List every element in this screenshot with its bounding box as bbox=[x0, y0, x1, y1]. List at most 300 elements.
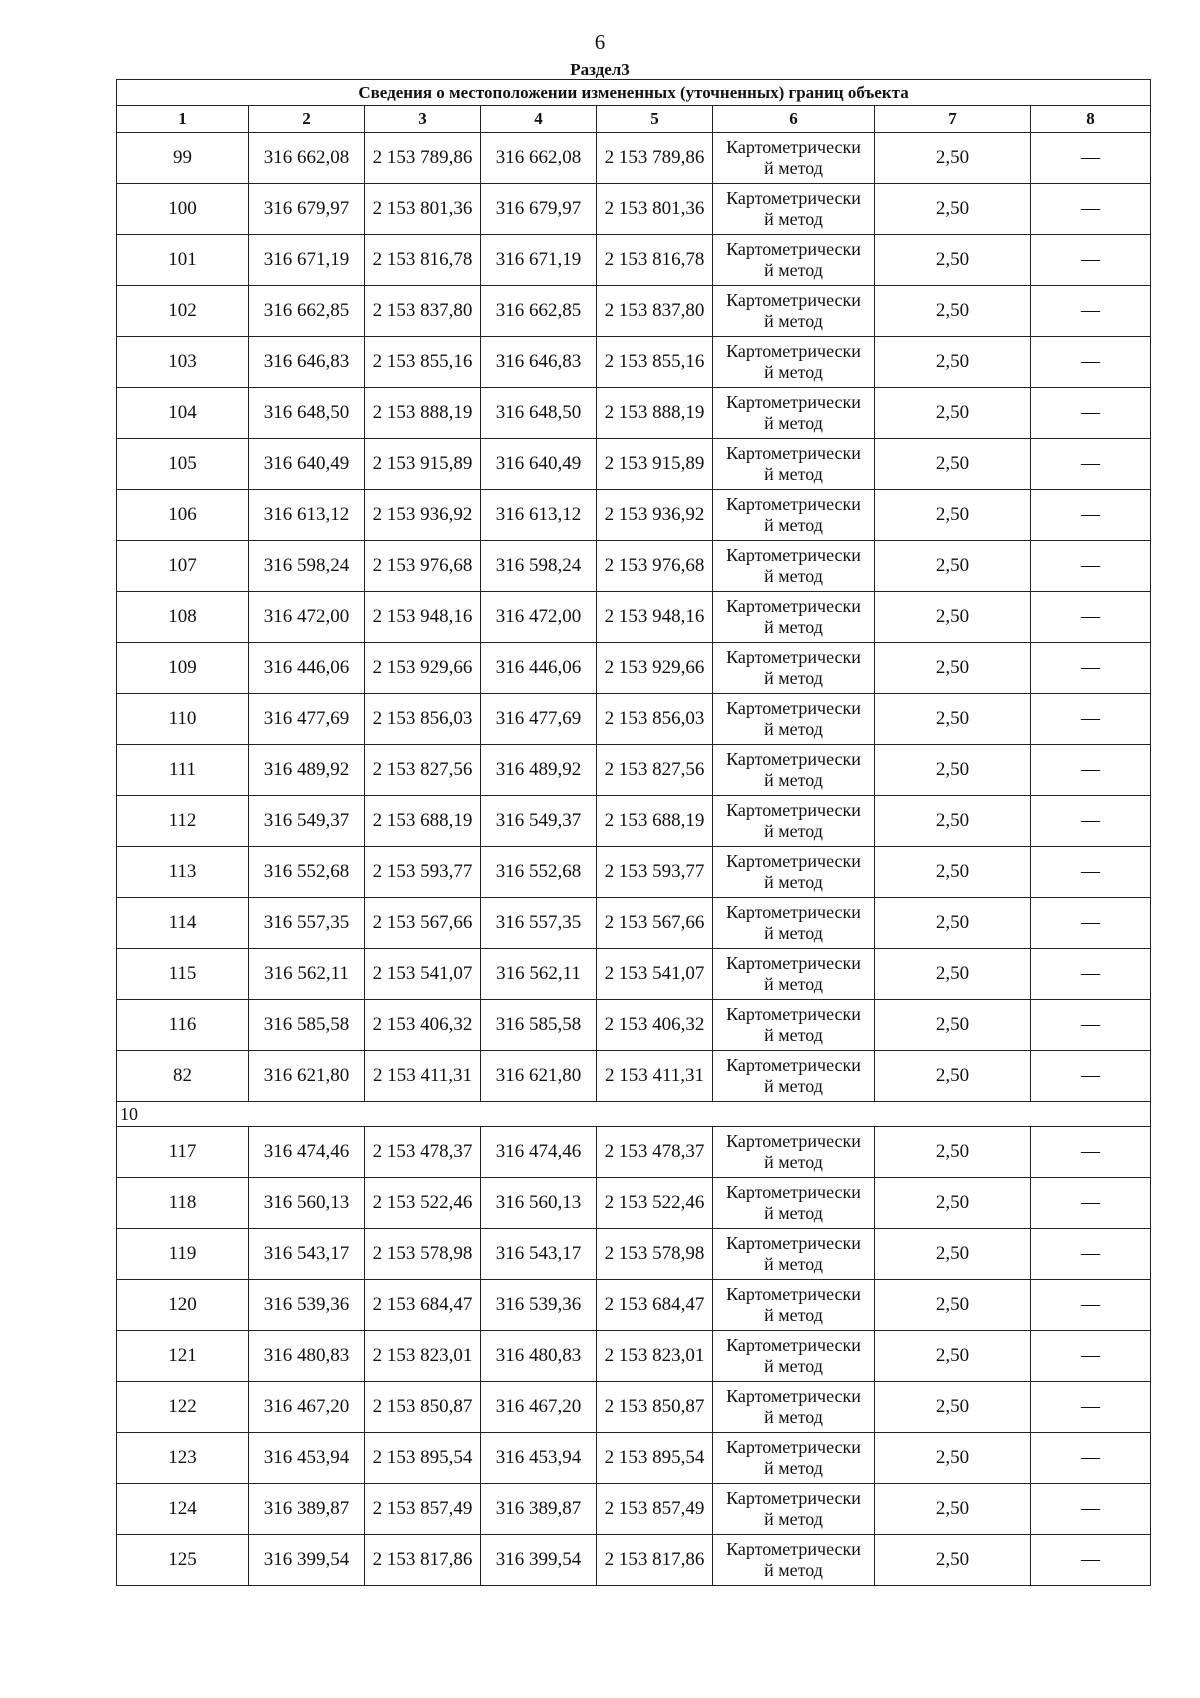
point-number-cell: 117 bbox=[117, 1127, 249, 1178]
method-line-2: й метод bbox=[764, 923, 823, 943]
coordinate-cell: 2 153 837,80 bbox=[365, 286, 481, 337]
method-line-1: Картометрически bbox=[726, 953, 861, 973]
dash-mark: — bbox=[1081, 1396, 1101, 1417]
method-line-1: Картометрически bbox=[726, 1539, 861, 1559]
coordinate-cell: 316 489,92 bbox=[481, 745, 597, 796]
point-number-cell: 105 bbox=[117, 439, 249, 490]
description-cell bbox=[1031, 592, 1151, 643]
table-row bbox=[117, 1051, 1151, 1102]
dash-mark: — bbox=[1081, 912, 1101, 933]
coordinate-cell: 2 153 936,92 bbox=[365, 490, 481, 541]
accuracy-cell: 2,50 bbox=[875, 745, 1031, 796]
coordinate-cell: 316 585,58 bbox=[249, 1000, 365, 1051]
description-cell bbox=[1031, 1484, 1151, 1535]
coordinate-cell: 316 557,35 bbox=[249, 898, 365, 949]
coordinate-cell: 316 477,69 bbox=[249, 694, 365, 745]
method-line-2: й метод bbox=[764, 1076, 823, 1096]
table-row bbox=[117, 847, 1151, 898]
accuracy-cell: 2,50 bbox=[875, 439, 1031, 490]
table-row bbox=[117, 1331, 1151, 1382]
dash-mark: — bbox=[1081, 300, 1101, 321]
point-number-cell: 121 bbox=[117, 1331, 249, 1382]
point-number-cell: 119 bbox=[117, 1229, 249, 1280]
dash-mark: — bbox=[1081, 657, 1101, 678]
method-cell bbox=[713, 133, 875, 184]
table-row bbox=[117, 388, 1151, 439]
point-number-cell: 102 bbox=[117, 286, 249, 337]
dash-mark: — bbox=[1081, 198, 1101, 219]
method-cell bbox=[713, 1535, 875, 1586]
method-line-2: й метод bbox=[764, 617, 823, 637]
coordinate-cell: 316 560,13 bbox=[481, 1178, 597, 1229]
coordinate-cell: 316 646,83 bbox=[481, 337, 597, 388]
method-cell bbox=[713, 1000, 875, 1051]
method-line-1: Картометрически bbox=[726, 1488, 861, 1508]
coordinate-cell: 316 474,46 bbox=[481, 1127, 597, 1178]
method-cell bbox=[713, 745, 875, 796]
method-cell bbox=[713, 337, 875, 388]
dash-mark: — bbox=[1081, 504, 1101, 525]
description-cell bbox=[1031, 694, 1151, 745]
accuracy-cell: 2,50 bbox=[875, 1127, 1031, 1178]
coordinate-cell: 316 640,49 bbox=[481, 439, 597, 490]
description-cell bbox=[1031, 1178, 1151, 1229]
coordinate-cell: 2 153 855,16 bbox=[365, 337, 481, 388]
method-cell bbox=[713, 1484, 875, 1535]
accuracy-cell: 2,50 bbox=[875, 1280, 1031, 1331]
point-number-cell: 82 bbox=[117, 1051, 249, 1102]
column-header: 3 bbox=[365, 106, 481, 133]
coordinate-cell: 316 539,36 bbox=[481, 1280, 597, 1331]
table-title: Сведения о местоположении измененных (уточненных) границ объекта bbox=[117, 80, 1151, 106]
coordinate-cell: 316 557,35 bbox=[481, 898, 597, 949]
method-line-1: Картометрически bbox=[726, 290, 861, 310]
coordinate-cell: 316 648,50 bbox=[249, 388, 365, 439]
method-line-1: Картометрически bbox=[726, 1284, 861, 1304]
method-line-1: Картометрически bbox=[726, 341, 861, 361]
dash-mark: — bbox=[1081, 1498, 1101, 1519]
coordinate-cell: 316 613,12 bbox=[481, 490, 597, 541]
accuracy-cell: 2,50 bbox=[875, 1535, 1031, 1586]
accuracy-cell: 2,50 bbox=[875, 388, 1031, 439]
table-row bbox=[117, 541, 1151, 592]
method-line-2: й метод bbox=[764, 1152, 823, 1172]
method-line-1: Картометрически bbox=[726, 545, 861, 565]
point-number-cell: 101 bbox=[117, 235, 249, 286]
method-line-2: й метод bbox=[764, 719, 823, 739]
table-title-row bbox=[117, 80, 1151, 106]
description-cell bbox=[1031, 643, 1151, 694]
coordinate-cell: 2 153 888,19 bbox=[365, 388, 481, 439]
description-cell bbox=[1031, 388, 1151, 439]
coordinate-cell: 2 153 895,54 bbox=[365, 1433, 481, 1484]
table-row bbox=[117, 796, 1151, 847]
accuracy-cell: 2,50 bbox=[875, 1484, 1031, 1535]
method-line-2: й метод bbox=[764, 974, 823, 994]
dash-mark: — bbox=[1081, 1243, 1101, 1264]
accuracy-cell: 2,50 bbox=[875, 949, 1031, 1000]
method-line-1: Картометрически bbox=[726, 1004, 861, 1024]
coordinate-cell: 2 153 478,37 bbox=[597, 1127, 713, 1178]
coordinate-cell: 2 153 578,98 bbox=[597, 1229, 713, 1280]
description-cell bbox=[1031, 847, 1151, 898]
method-line-1: Картометрически bbox=[726, 647, 861, 667]
method-line-2: й метод bbox=[764, 209, 823, 229]
coordinate-cell: 2 153 593,77 bbox=[597, 847, 713, 898]
method-cell bbox=[713, 439, 875, 490]
accuracy-cell: 2,50 bbox=[875, 184, 1031, 235]
coordinate-cell: 316 552,68 bbox=[249, 847, 365, 898]
coordinate-cell: 316 446,06 bbox=[481, 643, 597, 694]
coordinate-cell: 316 472,00 bbox=[249, 592, 365, 643]
coordinate-cell: 2 153 915,89 bbox=[597, 439, 713, 490]
description-cell bbox=[1031, 184, 1151, 235]
coordinate-cell: 2 153 856,03 bbox=[365, 694, 481, 745]
method-line-2: й метод bbox=[764, 1305, 823, 1325]
dash-mark: — bbox=[1081, 453, 1101, 474]
table-row bbox=[117, 1433, 1151, 1484]
coordinate-cell: 2 153 801,36 bbox=[597, 184, 713, 235]
coordinate-cell: 2 153 411,31 bbox=[365, 1051, 481, 1102]
table-row bbox=[117, 133, 1151, 184]
method-line-2: й метод bbox=[764, 515, 823, 535]
coordinate-cell: 2 153 850,87 bbox=[597, 1382, 713, 1433]
coordinate-cell: 2 153 857,49 bbox=[365, 1484, 481, 1535]
table-row bbox=[117, 745, 1151, 796]
table-row bbox=[117, 592, 1151, 643]
point-number-cell: 123 bbox=[117, 1433, 249, 1484]
method-line-1: Картометрически bbox=[726, 1335, 861, 1355]
dash-mark: — bbox=[1081, 1014, 1101, 1035]
coordinate-cell: 316 474,46 bbox=[249, 1127, 365, 1178]
point-number-cell: 118 bbox=[117, 1178, 249, 1229]
column-header: 6 bbox=[713, 106, 875, 133]
coordinate-cell: 2 153 888,19 bbox=[597, 388, 713, 439]
method-line-2: й метод bbox=[764, 413, 823, 433]
point-number-cell: 113 bbox=[117, 847, 249, 898]
point-number-cell: 122 bbox=[117, 1382, 249, 1433]
point-number-cell: 111 bbox=[117, 745, 249, 796]
description-cell bbox=[1031, 541, 1151, 592]
coordinate-cell: 316 399,54 bbox=[481, 1535, 597, 1586]
table-row bbox=[117, 1229, 1151, 1280]
method-line-2: й метод bbox=[764, 668, 823, 688]
coordinate-cell: 2 153 688,19 bbox=[365, 796, 481, 847]
coordinate-cell: 316 549,37 bbox=[481, 796, 597, 847]
accuracy-cell: 2,50 bbox=[875, 133, 1031, 184]
dash-mark: — bbox=[1081, 810, 1101, 831]
coordinate-cell: 2 153 816,78 bbox=[365, 235, 481, 286]
coordinate-cell: 316 480,83 bbox=[481, 1331, 597, 1382]
dash-mark: — bbox=[1081, 402, 1101, 423]
point-number-cell: 104 bbox=[117, 388, 249, 439]
point-number-cell: 112 bbox=[117, 796, 249, 847]
coordinate-cell: 2 153 948,16 bbox=[365, 592, 481, 643]
table-row bbox=[117, 439, 1151, 490]
description-cell bbox=[1031, 1535, 1151, 1586]
method-line-1: Картометрически bbox=[726, 851, 861, 871]
coordinate-cell: 2 153 855,16 bbox=[597, 337, 713, 388]
coordinate-cell: 2 153 936,92 bbox=[597, 490, 713, 541]
coordinate-cell: 2 153 850,87 bbox=[365, 1382, 481, 1433]
method-line-2: й метод bbox=[764, 872, 823, 892]
coordinate-cell: 316 662,08 bbox=[249, 133, 365, 184]
coordinate-cell: 316 389,87 bbox=[481, 1484, 597, 1535]
table-row bbox=[117, 694, 1151, 745]
coordinate-cell: 316 671,19 bbox=[249, 235, 365, 286]
coordinate-cell: 316 646,83 bbox=[249, 337, 365, 388]
dash-mark: — bbox=[1081, 1549, 1101, 1570]
table-row bbox=[117, 235, 1151, 286]
method-line-1: Картометрически bbox=[726, 902, 861, 922]
method-cell bbox=[713, 1382, 875, 1433]
method-line-1: Картометрически bbox=[726, 1131, 861, 1151]
group-label: 10 bbox=[117, 1102, 1151, 1127]
method-line-1: Картометрически bbox=[726, 1386, 861, 1406]
description-cell bbox=[1031, 898, 1151, 949]
method-line-2: й метод bbox=[764, 770, 823, 790]
method-cell bbox=[713, 1280, 875, 1331]
table-row bbox=[117, 1127, 1151, 1178]
accuracy-cell: 2,50 bbox=[875, 235, 1031, 286]
method-cell bbox=[713, 1433, 875, 1484]
description-cell bbox=[1031, 1000, 1151, 1051]
coordinate-cell: 316 543,17 bbox=[481, 1229, 597, 1280]
accuracy-cell: 2,50 bbox=[875, 898, 1031, 949]
coordinate-cell: 2 153 801,36 bbox=[365, 184, 481, 235]
method-line-2: й метод bbox=[764, 1254, 823, 1274]
coordinate-cell: 2 153 915,89 bbox=[365, 439, 481, 490]
coordinate-cell: 316 679,97 bbox=[249, 184, 365, 235]
method-line-1: Картометрически bbox=[726, 137, 861, 157]
dash-mark: — bbox=[1081, 963, 1101, 984]
method-line-2: й метод bbox=[764, 566, 823, 586]
coordinate-cell: 2 153 406,32 bbox=[365, 1000, 481, 1051]
method-cell bbox=[713, 1127, 875, 1178]
description-cell bbox=[1031, 1280, 1151, 1331]
coordinate-cell: 316 543,17 bbox=[249, 1229, 365, 1280]
dash-mark: — bbox=[1081, 1065, 1101, 1086]
coordinate-cell: 316 679,97 bbox=[481, 184, 597, 235]
dash-mark: — bbox=[1081, 606, 1101, 627]
description-cell bbox=[1031, 133, 1151, 184]
coordinate-cell: 2 153 837,80 bbox=[597, 286, 713, 337]
method-cell bbox=[713, 1178, 875, 1229]
coordinate-cell: 316 472,00 bbox=[481, 592, 597, 643]
method-line-2: й метод bbox=[764, 464, 823, 484]
coordinate-cell: 316 662,08 bbox=[481, 133, 597, 184]
coordinate-cell: 2 153 895,54 bbox=[597, 1433, 713, 1484]
method-line-2: й метод bbox=[764, 821, 823, 841]
description-cell bbox=[1031, 1433, 1151, 1484]
method-line-1: Картометрически bbox=[726, 443, 861, 463]
dash-mark: — bbox=[1081, 249, 1101, 270]
coordinate-cell: 316 489,92 bbox=[249, 745, 365, 796]
table-row bbox=[117, 1178, 1151, 1229]
coordinate-cell: 316 621,80 bbox=[481, 1051, 597, 1102]
coordinate-cell: 316 399,54 bbox=[249, 1535, 365, 1586]
description-cell bbox=[1031, 745, 1151, 796]
description-cell bbox=[1031, 439, 1151, 490]
table-row bbox=[117, 949, 1151, 1000]
method-cell bbox=[713, 286, 875, 337]
coordinate-cell: 316 389,87 bbox=[249, 1484, 365, 1535]
coordinate-cell: 2 153 856,03 bbox=[597, 694, 713, 745]
coordinate-cell: 2 153 478,37 bbox=[365, 1127, 481, 1178]
page-number: 6 bbox=[594, 30, 606, 54]
method-line-1: Картометрически bbox=[726, 1233, 861, 1253]
coordinate-cell: 2 153 522,46 bbox=[365, 1178, 481, 1229]
table-row bbox=[117, 1535, 1151, 1586]
method-cell bbox=[713, 490, 875, 541]
coordinate-cell: 316 621,80 bbox=[249, 1051, 365, 1102]
description-cell bbox=[1031, 490, 1151, 541]
accuracy-cell: 2,50 bbox=[875, 592, 1031, 643]
coordinate-cell: 316 549,37 bbox=[249, 796, 365, 847]
point-number-cell: 109 bbox=[117, 643, 249, 694]
coordinate-cell: 2 153 976,68 bbox=[597, 541, 713, 592]
table-row bbox=[117, 184, 1151, 235]
dash-mark: — bbox=[1081, 351, 1101, 372]
method-line-1: Картометрически bbox=[726, 596, 861, 616]
method-line-2: й метод bbox=[764, 311, 823, 331]
table-row bbox=[117, 1280, 1151, 1331]
coordinate-cell: 316 598,24 bbox=[481, 541, 597, 592]
group-label-row bbox=[117, 1102, 1151, 1127]
table-row bbox=[117, 286, 1151, 337]
table-row bbox=[117, 643, 1151, 694]
column-header: 8 bbox=[1031, 106, 1151, 133]
coordinate-cell: 2 153 816,78 bbox=[597, 235, 713, 286]
description-cell bbox=[1031, 1229, 1151, 1280]
coordinate-cell: 2 153 827,56 bbox=[597, 745, 713, 796]
column-header: 5 bbox=[597, 106, 713, 133]
method-cell bbox=[713, 949, 875, 1000]
coordinate-cell: 2 153 567,66 bbox=[365, 898, 481, 949]
column-header: 1 bbox=[117, 106, 249, 133]
point-number-cell: 125 bbox=[117, 1535, 249, 1586]
coordinate-cell: 316 480,83 bbox=[249, 1331, 365, 1382]
accuracy-cell: 2,50 bbox=[875, 541, 1031, 592]
table-row bbox=[117, 1484, 1151, 1535]
point-number-cell: 100 bbox=[117, 184, 249, 235]
method-line-2: й метод bbox=[764, 1560, 823, 1580]
coordinate-cell: 2 153 948,16 bbox=[597, 592, 713, 643]
coordinate-cell: 316 585,58 bbox=[481, 1000, 597, 1051]
point-number-cell: 110 bbox=[117, 694, 249, 745]
coordinate-cell: 2 153 411,31 bbox=[597, 1051, 713, 1102]
coordinate-cell: 316 539,36 bbox=[249, 1280, 365, 1331]
dash-mark: — bbox=[1081, 1141, 1101, 1162]
coordinate-cell: 316 477,69 bbox=[481, 694, 597, 745]
point-number-cell: 115 bbox=[117, 949, 249, 1000]
coordinate-cell: 316 671,19 bbox=[481, 235, 597, 286]
method-cell bbox=[713, 1051, 875, 1102]
table-row bbox=[117, 898, 1151, 949]
coordinate-cell: 2 153 541,07 bbox=[365, 949, 481, 1000]
description-cell bbox=[1031, 1382, 1151, 1433]
accuracy-cell: 2,50 bbox=[875, 1000, 1031, 1051]
description-cell bbox=[1031, 1127, 1151, 1178]
accuracy-cell: 2,50 bbox=[875, 1229, 1031, 1280]
column-header: 7 bbox=[875, 106, 1031, 133]
accuracy-cell: 2,50 bbox=[875, 1331, 1031, 1382]
boundary-coordinates-table bbox=[116, 79, 1151, 1586]
accuracy-cell: 2,50 bbox=[875, 1382, 1031, 1433]
dash-mark: — bbox=[1081, 861, 1101, 882]
method-cell bbox=[713, 235, 875, 286]
method-line-1: Картометрически bbox=[726, 392, 861, 412]
description-cell bbox=[1031, 949, 1151, 1000]
method-cell bbox=[713, 694, 875, 745]
coordinate-cell: 2 153 406,32 bbox=[597, 1000, 713, 1051]
dash-mark: — bbox=[1081, 555, 1101, 576]
method-cell bbox=[713, 1331, 875, 1382]
coordinate-cell: 316 662,85 bbox=[481, 286, 597, 337]
coordinate-cell: 316 467,20 bbox=[481, 1382, 597, 1433]
method-cell bbox=[713, 898, 875, 949]
point-number-cell: 116 bbox=[117, 1000, 249, 1051]
method-line-2: й метод bbox=[764, 1356, 823, 1376]
description-cell bbox=[1031, 1331, 1151, 1382]
accuracy-cell: 2,50 bbox=[875, 337, 1031, 388]
method-cell bbox=[713, 847, 875, 898]
accuracy-cell: 2,50 bbox=[875, 694, 1031, 745]
column-header: 4 bbox=[481, 106, 597, 133]
coordinate-cell: 2 153 688,19 bbox=[597, 796, 713, 847]
point-number-cell: 124 bbox=[117, 1484, 249, 1535]
accuracy-cell: 2,50 bbox=[875, 1178, 1031, 1229]
section-label: Раздел3 bbox=[570, 60, 630, 79]
coordinate-cell: 2 153 684,47 bbox=[597, 1280, 713, 1331]
method-line-2: й метод bbox=[764, 1025, 823, 1045]
coordinate-cell: 316 552,68 bbox=[481, 847, 597, 898]
accuracy-cell: 2,50 bbox=[875, 1051, 1031, 1102]
description-cell bbox=[1031, 1051, 1151, 1102]
point-number-cell: 114 bbox=[117, 898, 249, 949]
coordinate-cell: 2 153 578,98 bbox=[365, 1229, 481, 1280]
table-row bbox=[117, 337, 1151, 388]
column-header: 2 bbox=[249, 106, 365, 133]
table-row bbox=[117, 490, 1151, 541]
method-cell bbox=[713, 796, 875, 847]
coordinate-cell: 2 153 817,86 bbox=[365, 1535, 481, 1586]
point-number-cell: 108 bbox=[117, 592, 249, 643]
coordinate-cell: 2 153 593,77 bbox=[365, 847, 481, 898]
point-number-cell: 107 bbox=[117, 541, 249, 592]
method-cell bbox=[713, 388, 875, 439]
method-cell bbox=[713, 643, 875, 694]
method-line-2: й метод bbox=[764, 1407, 823, 1427]
method-line-1: Картометрически bbox=[726, 1437, 861, 1457]
dash-mark: — bbox=[1081, 1192, 1101, 1213]
method-line-1: Картометрически bbox=[726, 1182, 861, 1202]
description-cell bbox=[1031, 337, 1151, 388]
accuracy-cell: 2,50 bbox=[875, 847, 1031, 898]
coordinate-cell: 316 662,85 bbox=[249, 286, 365, 337]
coordinate-cell: 316 648,50 bbox=[481, 388, 597, 439]
table-row bbox=[117, 1000, 1151, 1051]
method-line-1: Картометрически bbox=[726, 698, 861, 718]
coordinate-cell: 316 562,11 bbox=[481, 949, 597, 1000]
method-line-1: Картометрически bbox=[726, 749, 861, 769]
dash-mark: — bbox=[1081, 1447, 1101, 1468]
description-cell bbox=[1031, 286, 1151, 337]
accuracy-cell: 2,50 bbox=[875, 643, 1031, 694]
coordinate-cell: 2 153 789,86 bbox=[365, 133, 481, 184]
coordinate-cell: 2 153 976,68 bbox=[365, 541, 481, 592]
dash-mark: — bbox=[1081, 147, 1101, 168]
